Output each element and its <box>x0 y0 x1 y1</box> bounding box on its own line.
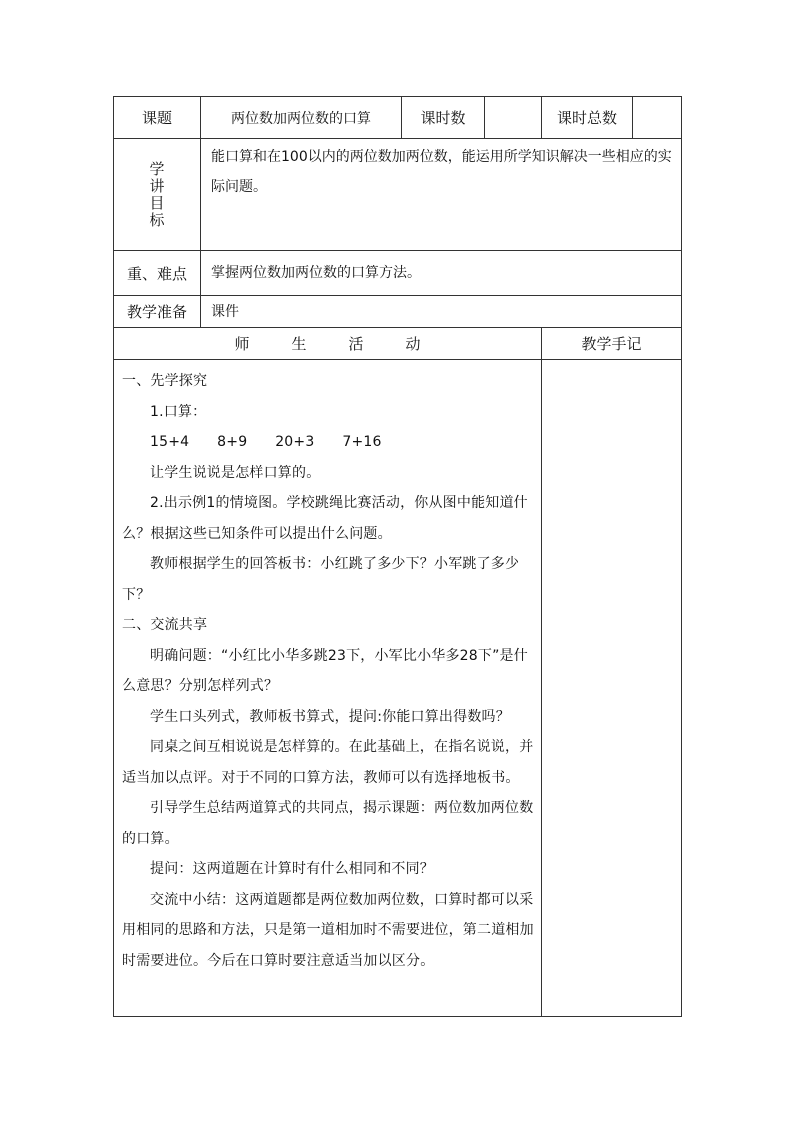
activity-paragraph: 明确问题：“小红比小华多跳23下，小军比小华多28下”是什么意思？分别怎样列式？ <box>122 647 528 694</box>
goals-text: 能口算和在100以内的两位数加两位数，能运用所学知识解决一些相应的实际问题。 <box>201 139 682 251</box>
hours-label: 课时数 <box>402 97 485 139</box>
preparation-text: 课件 <box>201 296 682 328</box>
goals-label <box>114 139 201 251</box>
key-points-row <box>114 251 682 296</box>
lesson-plan-table <box>113 96 682 1017</box>
activities-header-row <box>114 328 682 360</box>
notes-label: 教学手记 <box>542 328 682 360</box>
activities-header-char: 师 <box>234 335 250 353</box>
lesson-plan-document <box>113 96 681 1017</box>
goals-label-char: 学 <box>149 159 165 178</box>
title-label: 课题 <box>114 97 201 139</box>
title-value: 两位数加两位数的口算 <box>201 97 402 139</box>
section-heading: 二、交流共享 <box>122 617 208 633</box>
activity-paragraph: 让学生说说是怎样口算的。 <box>150 464 321 481</box>
activity-paragraph: 教师根据学生的回答板书：小红跳了多少下？小军跳了多少下？ <box>122 556 520 603</box>
activities-header <box>114 328 542 360</box>
activities-content <box>114 360 542 1017</box>
goals-label-char: 标 <box>149 210 165 229</box>
section-heading: 一、先学探究 <box>122 373 208 389</box>
goals-row <box>114 139 682 251</box>
activity-paragraph: 同桌之间互相说说是怎样算的。在此基础上，在指名说说，并适当加以点评。对于不同的口算方法，教师可以有选择地板书。 <box>122 739 534 786</box>
activities-header-char: 活 <box>348 335 364 353</box>
total-hours-label: 课时总数 <box>542 97 633 139</box>
key-points-text: 掌握两位数加两位数的口算方法。 <box>201 251 682 296</box>
activities-header-char: 生 <box>291 335 307 353</box>
activity-paragraph: 交流中小结：这两道题都是两位数加两位数，口算时都可以采用相同的思路和方法，只是第一道相加时不需要进位，第二道相加时需要进位。今后在口算时要注意适当加以区分。 <box>122 891 534 969</box>
activity-paragraph: 提问：这两道题在计算时有什么相同和不同？ <box>150 861 434 877</box>
goals-label-char: 目 <box>149 193 165 212</box>
activities-header-char: 动 <box>405 335 421 353</box>
preparation-label: 教学准备 <box>114 296 201 328</box>
activity-paragraph: 2.出示例1的情境图。学校跳绳比赛活动，你从图中能知道什么？根据这些已知条件可以提出什么问题。 <box>122 495 528 542</box>
goals-label-char: 讲 <box>149 176 165 195</box>
activities-body-row <box>114 360 682 1017</box>
preparation-row <box>114 296 682 328</box>
total-hours-value <box>633 97 682 139</box>
key-points-label: 重、难点 <box>114 251 201 296</box>
activity-paragraph: 引导学生总结两道算式的共同点，揭示课题：两位数加两位数的口算。 <box>122 800 534 847</box>
hours-value <box>485 97 542 139</box>
notes-content <box>542 360 682 1017</box>
activity-paragraph: 学生口头列式，教师板书算式，提问:你能口算出得数吗？ <box>150 708 510 725</box>
activity-paragraph: 1.口算： <box>150 403 207 420</box>
title-row <box>114 97 682 139</box>
mental-math-problems: 15+4 8+9 20+3 7+16 <box>150 434 382 450</box>
